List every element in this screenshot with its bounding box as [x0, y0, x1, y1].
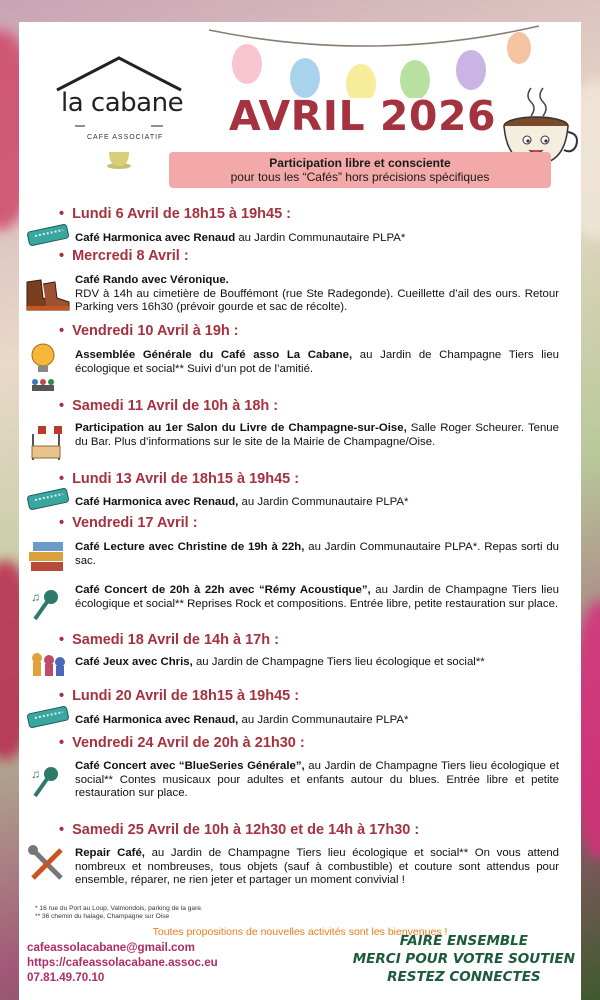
- day-heading: • Samedi 18 Avril de 14h à 17h :: [59, 632, 279, 648]
- egg-garland-icon: [209, 22, 539, 98]
- page-title: AVRIL 2026: [229, 92, 497, 140]
- slogans: [353, 932, 575, 986]
- lightbulb-icon: [29, 342, 57, 392]
- day-heading: • Samedi 25 Avril de 10h à 12h30 et de 14h à 17h30 :: [59, 822, 420, 838]
- event-concert-blueseries: Café Concert avec “BlueSeries Générale”, au Jardin de Champagne Tiers lieu écologique et social** Contes musicaux pour adultes et enfants autour du blues. Entrée libre et petite restauration sur place.: [75, 760, 559, 799]
- microphone-icon: [29, 587, 65, 623]
- day-heading: • Lundi 20 Avril de 18h15 à 19h45 :: [59, 688, 300, 704]
- phone-number[interactable]: 07.81.49.70.10: [27, 971, 105, 984]
- day-heading: • Lundi 13 Avril de 18h15 à 19h45 :: [59, 471, 300, 487]
- harmonica-icon: [27, 224, 69, 246]
- day-heading: • Vendredi 17 Avril :: [59, 515, 198, 531]
- logo-subtitle: CAFE ASSOCIATIF: [87, 134, 164, 141]
- day-heading: • Mercredi 8 Avril :: [59, 248, 189, 264]
- hiking-boots-icon: [23, 272, 73, 312]
- footnotes: [35, 905, 203, 921]
- event-harmonica: Café Harmonica avec Renaud, au Jardin Communautaire PLPA*: [75, 714, 409, 726]
- slogan: MERCI POUR VOTRE SOUTIEN: [352, 951, 575, 967]
- footnote: ** 36 chemin du halage, Champagne sur Oise: [35, 913, 170, 920]
- svg-text:♫: ♫: [31, 590, 40, 604]
- event-salon-livre: Participation au 1er Salon du Livre de Champagne-sur-Oise, Salle Roger Scheurer. Tenue du Bar. Plus d’informations sur le site de la Mairie de Champagne/Oise.: [75, 422, 559, 448]
- event-repair-cafe: Repair Café, au Jardin de Champagne Tiers lieu écologique et social** On vous attend nombreux et nombreuses, tous objets (sauf à combustible) et couture sont attendus pour ensemble, réparer, ne rien jeter et partager un moment convivial !: [75, 847, 559, 886]
- day-heading: • Vendredi 10 Avril à 19h :: [59, 323, 239, 339]
- market-stall-icon: [27, 424, 65, 462]
- day-heading: • Lundi 6 Avril de 18h15 à 19h45 :: [59, 206, 292, 222]
- website-link[interactable]: https://cafeassolacabane.assoc.eu: [27, 956, 218, 969]
- day-heading: • Samedi 11 Avril de 10h à 18h :: [59, 398, 279, 414]
- footnote: * 16 rue du Port au Loup, Valmondois, parking de la gare.: [35, 905, 203, 912]
- books-icon: [27, 538, 67, 574]
- harmonica-icon: [27, 706, 69, 728]
- notice-line-1: Participation libre et consciente: [269, 156, 451, 170]
- logo: [49, 42, 189, 172]
- microphone-icon: [29, 764, 65, 800]
- email-link[interactable]: cafeassolacabane@gmail.com: [27, 941, 195, 954]
- slogan: RESTEZ CONNECTES: [387, 969, 541, 985]
- tools-icon: [27, 844, 67, 884]
- footer-note: Toutes propositions de nouvelles activités sont les bienvenues !: [152, 926, 448, 938]
- contacts: [27, 940, 218, 985]
- notice-line-2: pour tous les “Cafés” hors précisions spécifiques: [230, 170, 490, 184]
- event-concert-remy: Café Concert de 20h à 22h avec “Rémy Acoustique”, au Jardin de Champagne Tiers lieu écologique et social** Reprises Rock et compositions. Entrée libre, petite restauration sur place.: [75, 584, 559, 610]
- event-harmonica: Café Harmonica avec Renaud, au Jardin Communautaire PLPA*: [75, 496, 409, 508]
- event-harmonica: Café Harmonica avec Renaud au Jardin Communautaire PLPA*: [75, 232, 406, 244]
- game-pieces-icon: [29, 650, 69, 680]
- event-assemblee: Assemblée Générale du Café asso La Cabane, au Jardin de Champagne Tiers lieu écologique et social** Suivi d’un pot de l’amitié.: [75, 349, 559, 375]
- svg-text:♫: ♫: [31, 767, 40, 781]
- event-lecture: Café Lecture avec Christine de 19h à 22h, au Jardin Communautaire PLPA*. Repas sorti du sac.: [75, 541, 559, 567]
- day-heading: • Vendredi 24 Avril de 20h à 21h30 :: [59, 735, 305, 751]
- harmonica-icon: [27, 488, 69, 510]
- flyer-card: [19, 22, 581, 1000]
- slogan: FAIRE ENSEMBLE: [399, 933, 529, 949]
- event-jeux: Café Jeux avec Chris, au Jardin de Champagne Tiers lieu écologique et social**: [75, 656, 485, 668]
- participation-notice: [169, 152, 551, 188]
- logo-title: la cabane: [61, 88, 184, 118]
- event-rando: Café Rando avec Véronique. RDV à 14h au cimetière de Bouffémont (rue Ste Radegonde). Cueillette d’ail des ours. Retour Parking vers 16h30 (prévoir gourde et sac de récolte).: [75, 274, 559, 313]
